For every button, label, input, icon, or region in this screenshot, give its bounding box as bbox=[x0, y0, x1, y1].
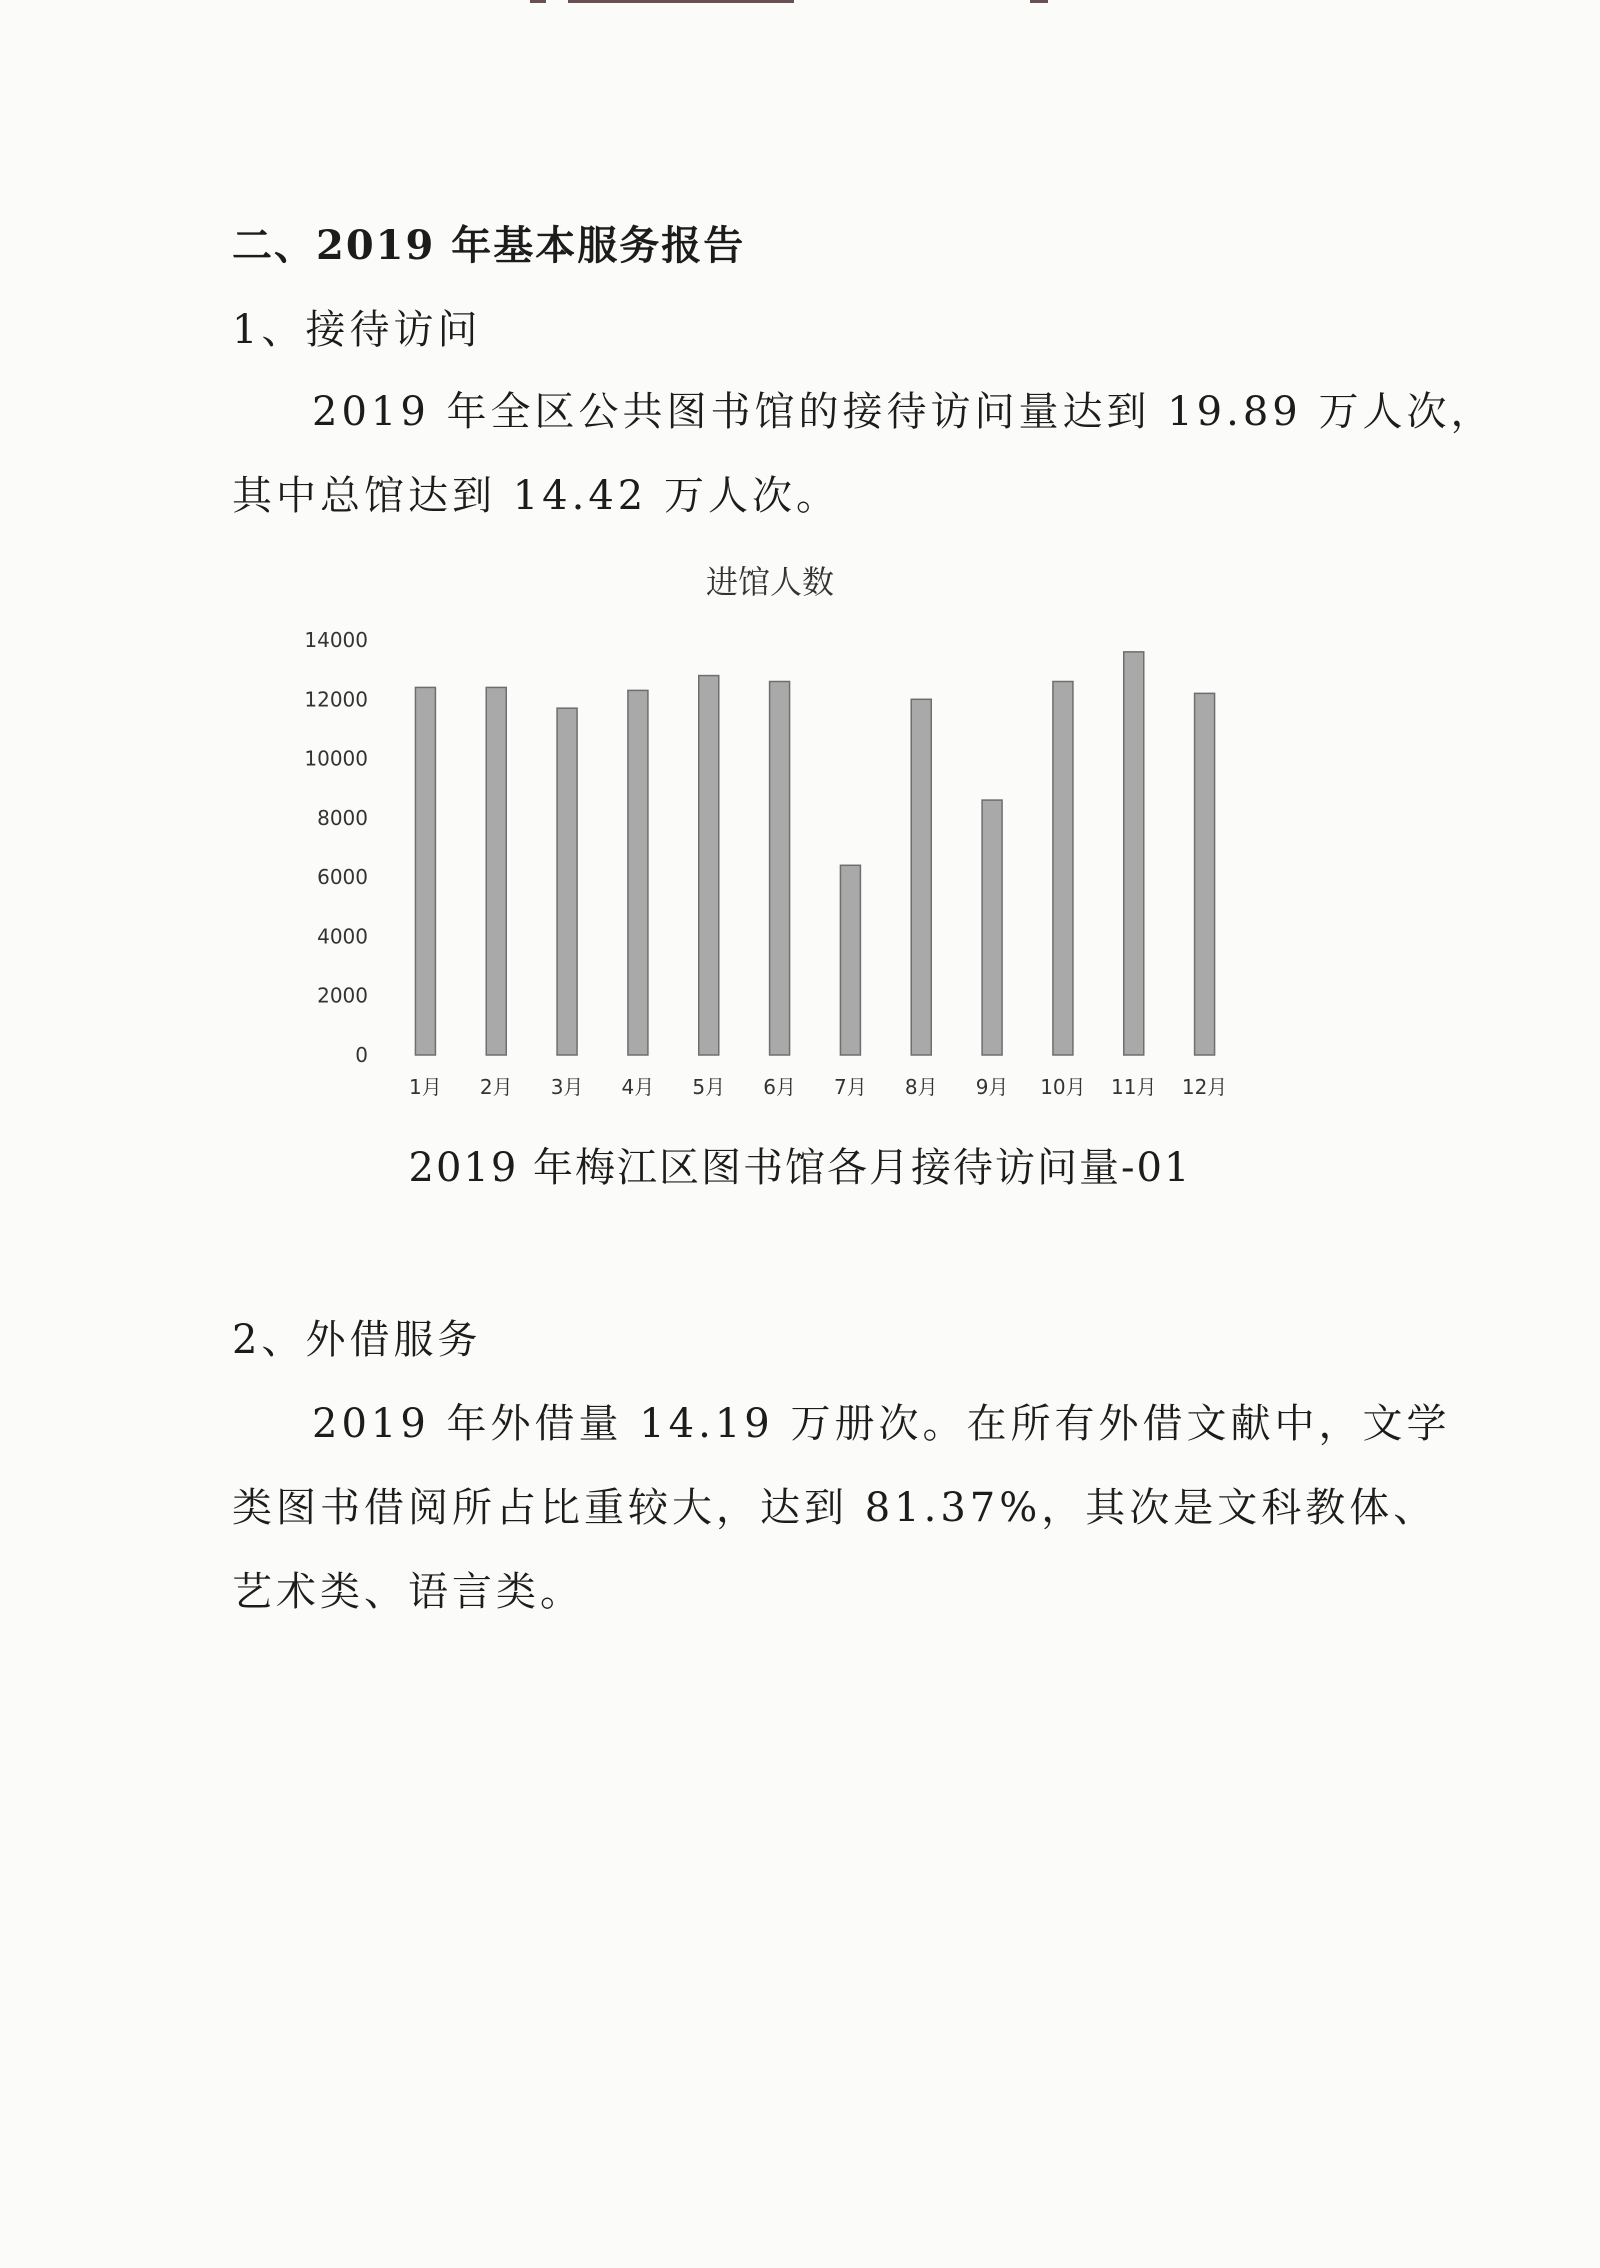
x-tick-label: 6月 bbox=[763, 1075, 796, 1099]
y-tick-label: 0 bbox=[355, 1043, 368, 1067]
x-tick-label: 5月 bbox=[692, 1075, 726, 1099]
y-tick-label: 6000 bbox=[317, 865, 368, 890]
scan-mark bbox=[530, 0, 546, 3]
bars bbox=[415, 652, 1214, 1055]
paragraph-line: 类图书借阅所占比重较大，达到 81.37%，其次是文科教体、 bbox=[232, 1485, 1438, 1531]
y-tick-label: 14000 bbox=[304, 628, 368, 652]
paragraph-line: 2019 年外借量 14.19 万册次。在所有外借文献中，文学 bbox=[312, 1401, 1451, 1447]
y-tick-label: 4000 bbox=[317, 924, 368, 949]
x-tick-label: 4月 bbox=[621, 1075, 655, 1099]
scan-mark bbox=[1030, 0, 1048, 3]
bar bbox=[557, 708, 577, 1055]
bar bbox=[982, 800, 1002, 1055]
bar bbox=[1195, 693, 1215, 1055]
x-tick-label: 11月 bbox=[1111, 1075, 1157, 1099]
chart-caption: 2019 年梅江区图书馆各月接待访问量-01 bbox=[408, 1145, 1192, 1191]
bar bbox=[770, 682, 790, 1056]
chart-svg bbox=[280, 548, 1260, 1128]
y-axis bbox=[304, 628, 368, 1067]
y-tick-label: 12000 bbox=[304, 687, 368, 712]
x-tick-label: 10月 bbox=[1040, 1075, 1086, 1099]
paragraph-line: 2019 年全区公共图书馆的接待访问量达到 19.89 万人次， bbox=[312, 389, 1495, 435]
x-tick-label: 9月 bbox=[975, 1075, 1009, 1099]
bar bbox=[699, 676, 719, 1055]
bar bbox=[840, 865, 860, 1055]
x-tick-label: 2月 bbox=[479, 1075, 513, 1099]
y-tick-label: 2000 bbox=[317, 983, 368, 1008]
paragraph-line: 其中总馆达到 14.42 万人次。 bbox=[232, 473, 840, 519]
paragraph-line: 艺术类、语言类。 bbox=[232, 1569, 584, 1615]
x-tick-label: 3月 bbox=[550, 1075, 584, 1099]
subsection-heading-lending: 2、外借服务 bbox=[232, 1317, 482, 1363]
x-axis bbox=[409, 1075, 1227, 1099]
bar bbox=[911, 699, 931, 1055]
x-tick-label: 1月 bbox=[409, 1075, 442, 1099]
x-tick-label: 12月 bbox=[1181, 1075, 1228, 1099]
bar bbox=[628, 690, 648, 1055]
y-tick-label: 8000 bbox=[317, 805, 368, 830]
x-tick-label: 7月 bbox=[834, 1075, 867, 1099]
bar bbox=[1124, 652, 1144, 1055]
bar bbox=[415, 687, 435, 1055]
bar bbox=[486, 687, 506, 1055]
y-tick-label: 10000 bbox=[304, 746, 368, 771]
chart-title: 进馆人数 bbox=[705, 563, 835, 601]
subsection-heading-reception: 1、接待访问 bbox=[232, 307, 482, 353]
bar bbox=[1053, 682, 1073, 1056]
scan-mark bbox=[568, 0, 794, 3]
section-heading: 二、2019 年基本服务报告 bbox=[232, 222, 746, 269]
x-tick-label: 8月 bbox=[904, 1075, 938, 1099]
visits-bar-chart bbox=[280, 548, 1260, 1128]
